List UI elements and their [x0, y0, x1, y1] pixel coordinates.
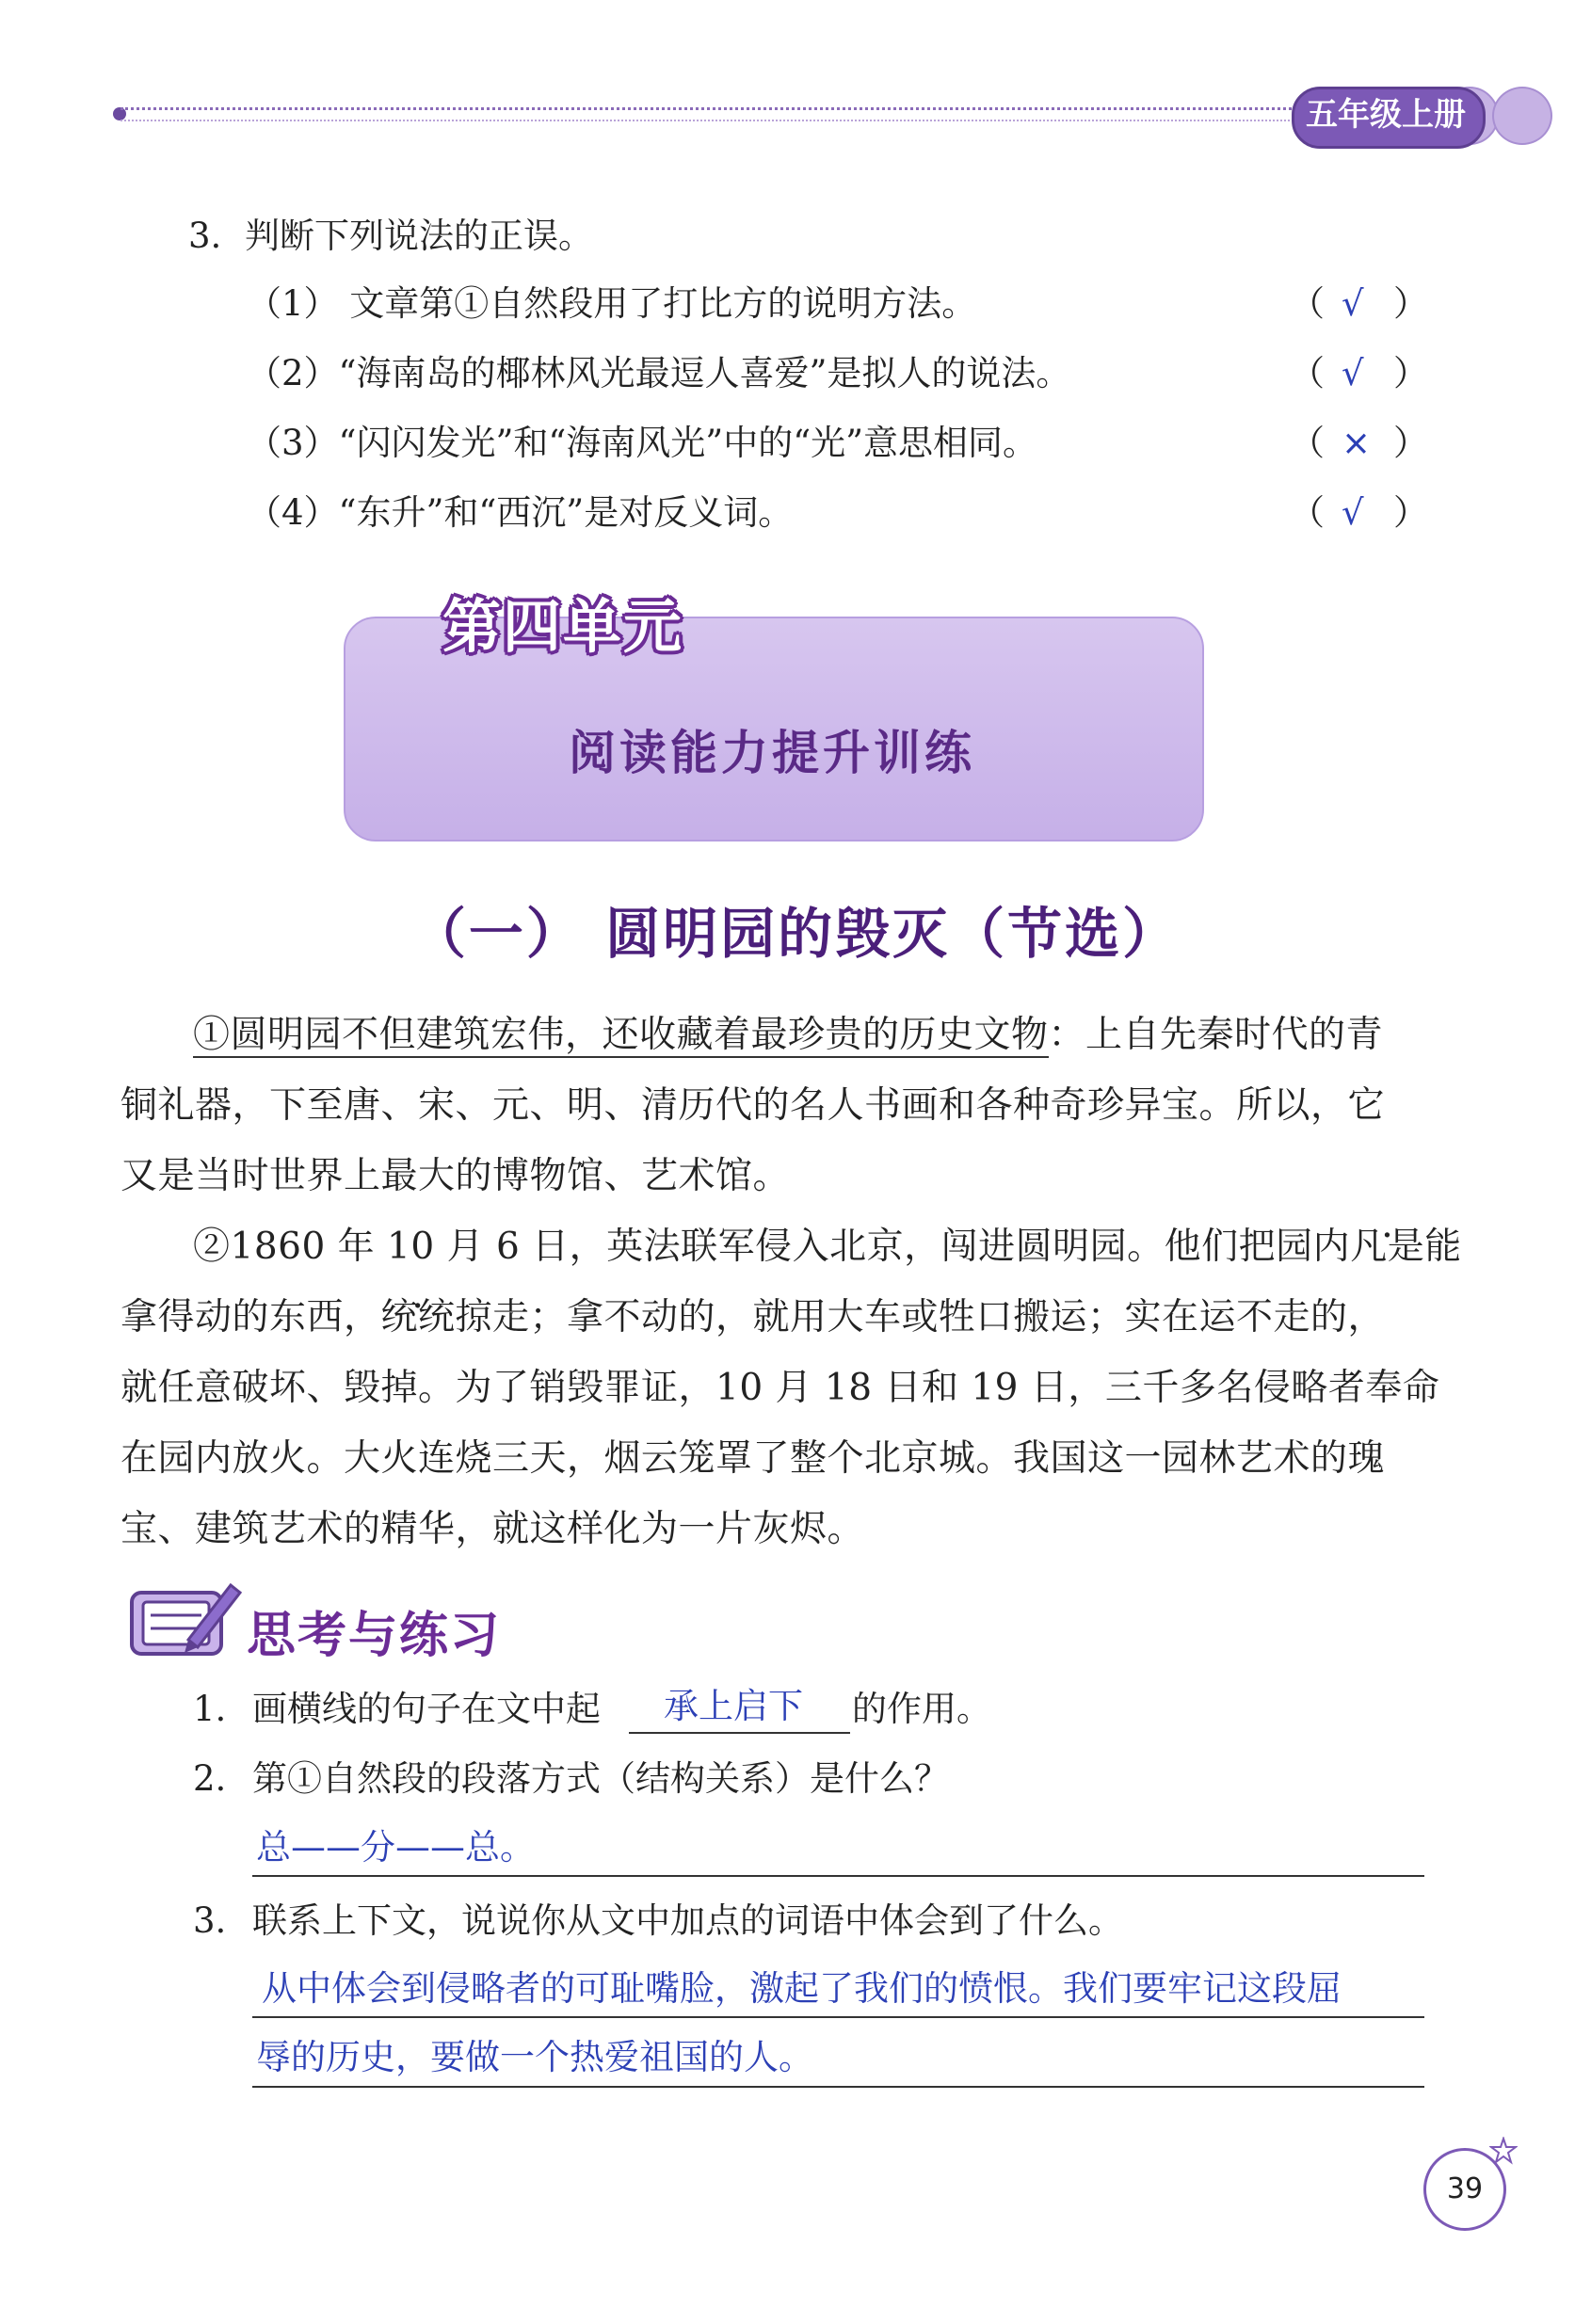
- section-title: （一） 圆明园的毁灭（节选）: [410, 902, 1181, 966]
- dotted-word-fanshi: 凡是 ·: [1350, 1226, 1424, 1268]
- passage-p2-line4: 在园内放火。大火连烧三天，烟云笼罩了整个北京城。我国这一园林艺术的瑰: [121, 1437, 1386, 1480]
- passage-p2-line5: 宝、建筑艺术的精华，就这样化为一片灰烬。: [121, 1508, 865, 1550]
- practice-q1-after: 的作用。: [852, 1689, 991, 1729]
- practice-q2-prompt: 第①自然段的段落方式（结构关系）是什么？: [252, 1758, 949, 1799]
- tf-paren-close: ）: [1393, 353, 1428, 393]
- practice-q1-before: 画横线的句子在文中起: [252, 1689, 601, 1729]
- practice-q3-answer-line1: 从中体会到侵略者的可耻嘴脸，激起了我们的愤恨。我们要牢记这段屈: [262, 1968, 1342, 2009]
- passage-p2-line3: 就任意破坏、毁掉。为了销毁罪证，10 月 18 日和 19 日，三千多名侵略者奉命: [121, 1367, 1440, 1409]
- practice-heading: 思考与练习: [247, 1608, 502, 1664]
- page-number: 39: [1446, 2172, 1484, 2205]
- passage-text: ：上自先秦时代的青: [1048, 1014, 1384, 1056]
- answer-blank-line: [629, 1732, 850, 1734]
- q3-prompt: 判断下列说法的正误。: [245, 216, 593, 256]
- practice-q3-prompt: 联系上下文，说说你从文中加点的词语中体会到了什么。: [252, 1900, 1123, 1941]
- passage-text: 拿得动的东西，: [121, 1296, 381, 1338]
- dotted-word-tongtong: 统统 ·: [381, 1296, 456, 1338]
- tf-answer-1: √: [1342, 283, 1364, 324]
- tf-answer-3: ×: [1342, 423, 1372, 463]
- practice-q1-answer: 承上启下: [664, 1686, 803, 1726]
- tf-paren-open: （: [1290, 353, 1325, 393]
- tf-paren-open: （: [1290, 283, 1325, 324]
- tf-paren-open: （: [1290, 492, 1325, 533]
- underlined-sentence: ①圆明园不但建筑宏伟，还收藏着最珍贵的历史文物: [193, 1014, 1049, 1056]
- passage-text: ②1860 年 10 月 6 日，英法联军侵入北京，闯进圆明园。他们把园内: [193, 1226, 1351, 1268]
- answer-line: [252, 1875, 1424, 1877]
- practice-q2-number: 2.: [193, 1758, 227, 1799]
- tf-answer-4: √: [1342, 492, 1364, 533]
- passage-p1-line2: 铜礼器，下至唐、宋、元、明、清历代的名人书画和各种奇珍异宝。所以，它: [121, 1084, 1386, 1127]
- tf-paren-close: ）: [1393, 423, 1428, 463]
- practice-q3-answer-line2: 辱的历史，要做一个热爱祖国的人。: [256, 2037, 813, 2077]
- practice-q2-answer: 总——分——总。: [256, 1827, 535, 1867]
- notebook-pencil-icon: [122, 1574, 245, 1668]
- tf-item-1: （1） 文章第①自然段用了打比方的说明方法。: [247, 283, 977, 324]
- q3-number: 3.: [188, 216, 222, 256]
- tf-item-2: （2）“海南岛的椰林风光最逗人喜爱”是拟人的说法。: [247, 353, 1071, 393]
- passage-p2-line2: [121, 1282, 1385, 1353]
- tf-answer-2: √: [1342, 353, 1364, 393]
- practice-q3-number: 3.: [193, 1900, 227, 1941]
- passage-text: 掠走；拿不动的，就用大车或牲口搬运；实在运不走的，: [455, 1296, 1386, 1338]
- header-dotted-rule: [121, 107, 1297, 121]
- tf-paren-close: ）: [1393, 492, 1428, 533]
- tf-item-3: （3）“闪闪发光”和“海南风光”中的“光”意思相同。: [247, 423, 1038, 463]
- unit-title: 第四单元: [442, 592, 684, 661]
- header-bubble: [1492, 87, 1552, 145]
- answer-line: [252, 2016, 1424, 2018]
- unit-subtitle: 阅读能力提升训练: [569, 726, 975, 780]
- practice-q1-number: 1.: [193, 1689, 227, 1729]
- passage-p1-line3: 又是当时世界上最大的博物馆、艺术馆。: [121, 1155, 791, 1197]
- grade-label: 五年级上册: [1306, 96, 1466, 134]
- tf-paren-open: （: [1290, 423, 1325, 463]
- passage-text: 能: [1424, 1226, 1462, 1268]
- answer-line: [252, 2086, 1424, 2088]
- passage-p1-line1: [193, 1000, 1383, 1070]
- tf-item-4: （4）“东升”和“西沉”是对反义词。: [247, 492, 794, 533]
- tf-paren-close: ）: [1393, 283, 1428, 324]
- passage-p2-line1: [193, 1211, 1462, 1282]
